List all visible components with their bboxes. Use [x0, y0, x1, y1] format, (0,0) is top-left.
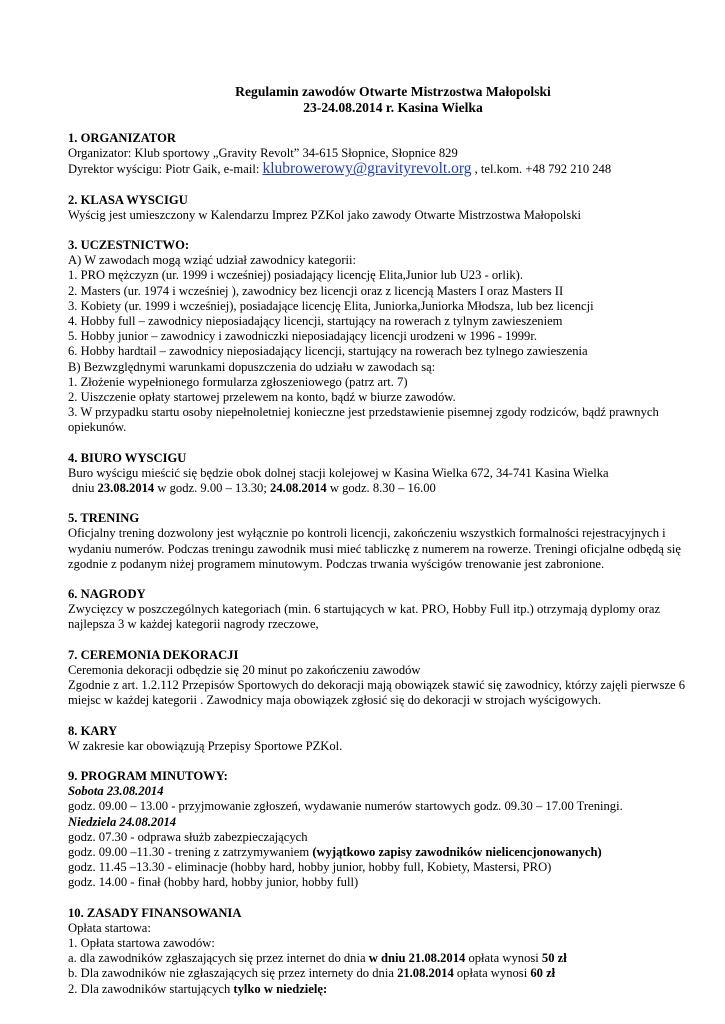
section-penalties: [68, 724, 708, 754]
list-item: 2. Uiszczenie opłaty startowej przelewem na konto, bądź w biurze zawodów.: [68, 390, 456, 405]
section-race-office: [68, 451, 708, 497]
emphasis: tylko w niedzielę:: [233, 981, 328, 996]
email-link[interactable]: klubrowerowy@gravityrevolt.org: [262, 160, 472, 178]
date: 24.08.2014: [270, 481, 327, 496]
section-heading: 3. UCZESTNICTWO:: [68, 238, 190, 253]
list-item: A) W zawodach mogą wziąć udział zawodnicy kategorii:: [68, 253, 357, 268]
note: (wyjątkowo zapisy zawodników nielicencjonowanych): [312, 844, 602, 859]
list-item: 5. Hobby junior – zawodnicy i zawodniczki nieposiadający licencji urodzeni w 1996 - 1999r.: [68, 329, 537, 344]
text: a. dla zawodników zgłaszających się przez internet do dnia: [68, 951, 369, 966]
list-item: B) Bezwzględnymi warunkami dopuszczenia do udziału w zawodach są:: [68, 359, 436, 374]
paragraph: Oficjalny trening dozwolony jest wyłącznie po kontroli licencji, zakończeniu wszystkich formalności rejestracyjnych i wydaniu numerów. Podczas treningu zawodnik musi mieć tabliczkę z numerem na rowerze. Treningi oficjalne odbędą się zgodnie z podanym niżej programem minutowym. Podczas trwania wyścigów trenowanie jest zabronione.: [68, 526, 681, 571]
section-heading: 8. KARY: [68, 723, 118, 738]
schedule-line: godz. 09.00 – 13.00 - przyjmowanie zgłoszeń, wydawanie numerów startowych godz. 09.30 – 17.00 Treningi.: [68, 799, 623, 814]
document-page: [68, 84, 708, 1012]
list-item: 4. Hobby full – zawodnicy nieposiadający licencji, startujący na rowerach z tylnym zawieszeniem: [68, 314, 563, 329]
section-heading: 6. NAGRODY: [68, 587, 146, 602]
section-financing: [68, 906, 708, 997]
section-participation: [68, 238, 708, 436]
paragraph: Zgodnie z art. 1.2.112 Przepisów Sportowych do dekoracji mają obowiązek stawić się zawodnicy, którzy zajęli pierwsze 6 miejsc w każdej kategorii . Zawodnicy maja obowiązek zgłosić się do dekoracji w strojach wyścigowych.: [68, 678, 686, 708]
day-heading: Sobota 23.08.2014: [68, 784, 164, 799]
text: dniu: [72, 481, 98, 496]
schedule-line: godz. 07.30 - odprawa służb zabezpieczających: [68, 829, 308, 844]
section-prizes: [68, 587, 708, 633]
fee-line: [68, 966, 708, 981]
schedule-line: [68, 845, 708, 860]
fee-line: [68, 951, 708, 966]
director-prefix: Dyrektor wyścigu: Piotr Gaik, e-mail:: [68, 162, 263, 177]
office-hours: [68, 481, 708, 496]
paragraph: 1. Opłata startowa zawodów:: [68, 935, 215, 950]
paragraph: W zakresie kar obowiązują Przepisy Sportowe PZKol.: [68, 738, 343, 753]
paragraph: Ceremonia dekoracji odbędzie się 20 minut po zakończeniu zawodów: [68, 662, 421, 677]
list-item: 6. Hobby hardtail – zawodnicy nieposiadający licencji, startujący na rowerach bez tylnego zawieszenia: [68, 344, 588, 359]
text: w godz. 8.30 – 16.00: [326, 481, 436, 496]
schedule-line: godz. 14.00 - finał (hobby hard, hobby junior, hobby full): [68, 875, 359, 890]
director-line: [68, 161, 708, 177]
director-suffix: , tel.kom. +48 792 210 248: [471, 162, 612, 177]
document-title: [78, 84, 708, 116]
text: opłata wynosi: [453, 966, 531, 981]
section-heading: 4. BIURO WYSCIGU: [68, 450, 187, 465]
paragraph: Wyścig jest umieszczony w Kalendarzu Imprez PZKol jako zawody Otwarte Mistrzostwa Małopolski: [68, 207, 581, 222]
day-heading: Niedziela 24.08.2014: [68, 814, 177, 829]
list-item: 3. W przypadku startu osoby niepełnoletniej konieczne jest przedstawienie pisemnej zgody rodziców, bądź prawnych opiekunów.: [68, 405, 659, 435]
section-race-class: [68, 193, 708, 223]
organizer-line: Organizator: Klub sportowy „Gravity Revolt” 34-615 Słopnice, Słopnice 829: [68, 146, 458, 161]
text: opłata wynosi: [465, 951, 542, 966]
office-location: Buro wyścigu mieścić się będzie obok dolnej stacji kolejowej w Kasina Wielka 672, 34-741 Kasina Wielka: [68, 465, 609, 480]
deadline: w dniu 21.08.2014: [368, 951, 466, 966]
section-training: [68, 511, 708, 572]
section-heading: 9. PROGRAM MINUTOWY:: [68, 768, 228, 783]
section-heading: 7. CEREMONIA DEKORACJI: [68, 647, 239, 662]
section-heading: 1. ORGANIZATOR: [68, 131, 176, 145]
text: 2. Dla zawodników startujących: [68, 981, 234, 996]
list-item: 3. Kobiety (ur. 1999 i wcześniej), posiadające licencję Elita, Juniorka,Juniorka Młodsza, lub bez licencji: [68, 298, 594, 313]
section-organizer: [68, 131, 708, 178]
section-ceremony: [68, 648, 708, 709]
section-schedule: [68, 769, 708, 891]
section-heading: 2. KLASA WYSCIGU: [68, 192, 188, 207]
text: b. Dla zawodników nie zgłaszających się przez internety do dnia: [68, 966, 398, 981]
text: godz. 09.00 –11.30 - trening z zatrzymywaniem: [68, 844, 313, 859]
fee-amount: 50 zł: [541, 951, 567, 966]
title-line-1: Regulamin zawodów Otwarte Mistrzostwa Małopolski: [235, 84, 551, 99]
paragraph: Zwycięzcy w poszczególnych kategoriach (min. 6 startujących w kat. PRO, Hobby Full itp.) otrzymają dyplomy oraz najlepsza 3 w każdej kategorii nagrody rzeczowe,: [68, 602, 661, 632]
date: 23.08.2014: [97, 481, 155, 496]
fee-line: [68, 982, 708, 997]
fee-amount: 60 zł: [530, 966, 556, 981]
list-item: 1. PRO mężczyzn (ur. 1999 i wcześniej) posiadający licencję Elita,Junior lub U23 - orlik).: [68, 268, 523, 283]
section-heading: 5. TRENING: [68, 511, 140, 526]
title-line-2: 23-24.08.2014 r. Kasina Wielka: [303, 100, 483, 115]
section-heading: 10. ZASADY FINANSOWANIA: [68, 905, 242, 920]
list-item: 2. Masters (ur. 1974 i wcześniej ), zawodnicy bez licencji oraz z licencją Masters I oraz Masters II: [68, 283, 564, 298]
schedule-line: godz. 11.45 –13.30 - eliminacje (hobby hard, hobby junior, hobby full, Kobiety, Mastersi, PRO): [68, 860, 552, 875]
deadline: 21.08.2014: [397, 966, 454, 981]
text: w godz. 9.00 – 13.30;: [154, 481, 271, 496]
paragraph: Opłata startowa:: [68, 920, 151, 935]
list-item: 1. Złożenie wypełnionego formularza zgłoszeniowego (patrz art. 7): [68, 374, 408, 389]
